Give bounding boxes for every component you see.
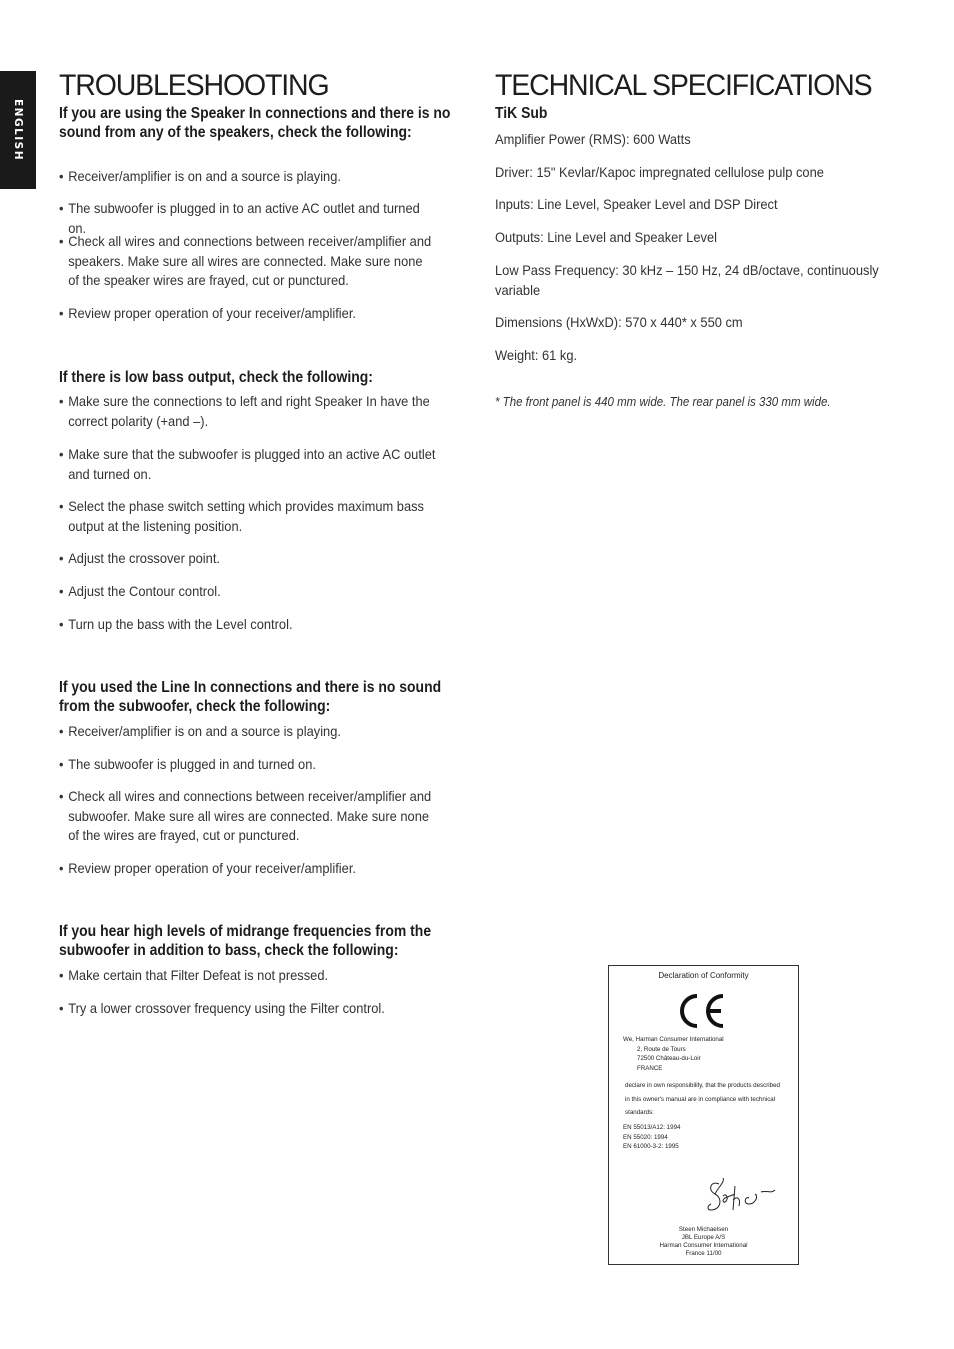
language-tab-label: ENGLISH <box>12 98 24 162</box>
section-heading: If you are using the Speaker In connections and there is no sound from any of the speakers, check the following: <box>59 105 451 141</box>
section-heading: If you used the Line In connections and there is no sound from the subwoofer, check the following: <box>59 679 442 715</box>
section-heading: If you hear high levels of midrange frequencies from the subwoofer in addition to bass, check the following: <box>59 923 432 959</box>
spec-line: Dimensions (HxWxD): 570 x 440* x 550 cm <box>495 314 743 330</box>
spec-line: Amplifier Power (RMS): 600 Watts <box>495 131 691 147</box>
troubleshooting-column <box>59 68 459 1016</box>
list-item: • Review proper operation of your receiver/amplifier. <box>59 305 356 321</box>
list-item: • Receiver/amplifier is on and a source is playing. <box>59 168 341 184</box>
spec-line: Low Pass Frequency: 30 kHz – 150 Hz, 24 dB/octave, continuously variable <box>495 262 879 298</box>
troubleshooting-title: TROUBLESHOOTING <box>59 69 329 102</box>
spec-line: Driver: 15" Kevlar/Kapoc impregnated cellulose pulp cone <box>495 164 824 180</box>
list-item: • Make certain that Filter Defeat is not pressed. <box>59 967 329 983</box>
list-item: • Turn up the bass with the Level control. <box>59 616 293 632</box>
list-item: • Check all wires and connections between receiver/amplifier and subwoofer. Make sure all wires are connected. Make sure none of the wires are frayed, cut or punctured. <box>59 788 432 843</box>
list-item: • Receiver/amplifier is on and a source is playing. <box>59 723 341 739</box>
signatory-block: Steen Michaelsen JBL Europe A/S Harman Consumer International France 11/00 <box>659 1226 748 1257</box>
declaration-of-conformity <box>608 965 799 1265</box>
language-tab <box>0 71 36 189</box>
list-item: • Adjust the crossover point. <box>59 550 220 566</box>
list-item: • Select the phase switch setting which provides maximum bass output at the listening position. <box>59 498 424 534</box>
spec-line: Outputs: Line Level and Speaker Level <box>495 229 717 245</box>
ce-mark-icon <box>673 990 729 1032</box>
list-item: • Make sure the connections to left and right Speaker In have the correct polarity (+and –). <box>59 393 430 429</box>
list-item: • Check all wires and connections between receiver/amplifier and speakers. Make sure all wires are connected. Make sure none of the speaker wires are frayed, cut or punctured. <box>59 233 432 288</box>
company-address: We, Harman Consumer International 2, Route de Tours 72500 Château-du-Loir FRANCE <box>623 1036 724 1072</box>
section-heading: If there is low bass output, check the following: <box>59 369 373 386</box>
specifications-column <box>495 68 915 409</box>
spec-footnote: * The front panel is 440 mm wide. The rear panel is 330 mm wide. <box>495 395 831 409</box>
spec-line: Weight: 61 kg. <box>495 347 578 363</box>
list-item: • Adjust the Contour control. <box>59 583 221 599</box>
list-item: • The subwoofer is plugged in to an active AC outlet and turned on. <box>59 200 420 236</box>
declaration-statement: declare in own responsibility, that the products described in this owner's manual are in compliance with technical standards: <box>625 1082 781 1116</box>
signature-icon <box>705 1176 777 1216</box>
declaration-title: Declaration of Conformity <box>658 971 749 980</box>
model-name: TiK Sub <box>495 105 548 122</box>
list-item: • Make sure that the subwoofer is plugged into an active AC outlet and turned on. <box>59 446 436 482</box>
list-item: • Review proper operation of your receiver/amplifier. <box>59 860 356 876</box>
spec-line: Inputs: Line Level, Speaker Level and DSP Direct <box>495 196 778 212</box>
specifications-title: TECHNICAL SPECIFICATIONS <box>495 69 872 102</box>
list-item: • Try a lower crossover frequency using the Filter control. <box>59 1000 385 1016</box>
standards-list: EN 55013/A12: 1994 EN 55020: 1994 EN 61000-3-2: 1995 <box>623 1124 681 1150</box>
list-item: • The subwoofer is plugged in and turned on. <box>59 756 316 772</box>
